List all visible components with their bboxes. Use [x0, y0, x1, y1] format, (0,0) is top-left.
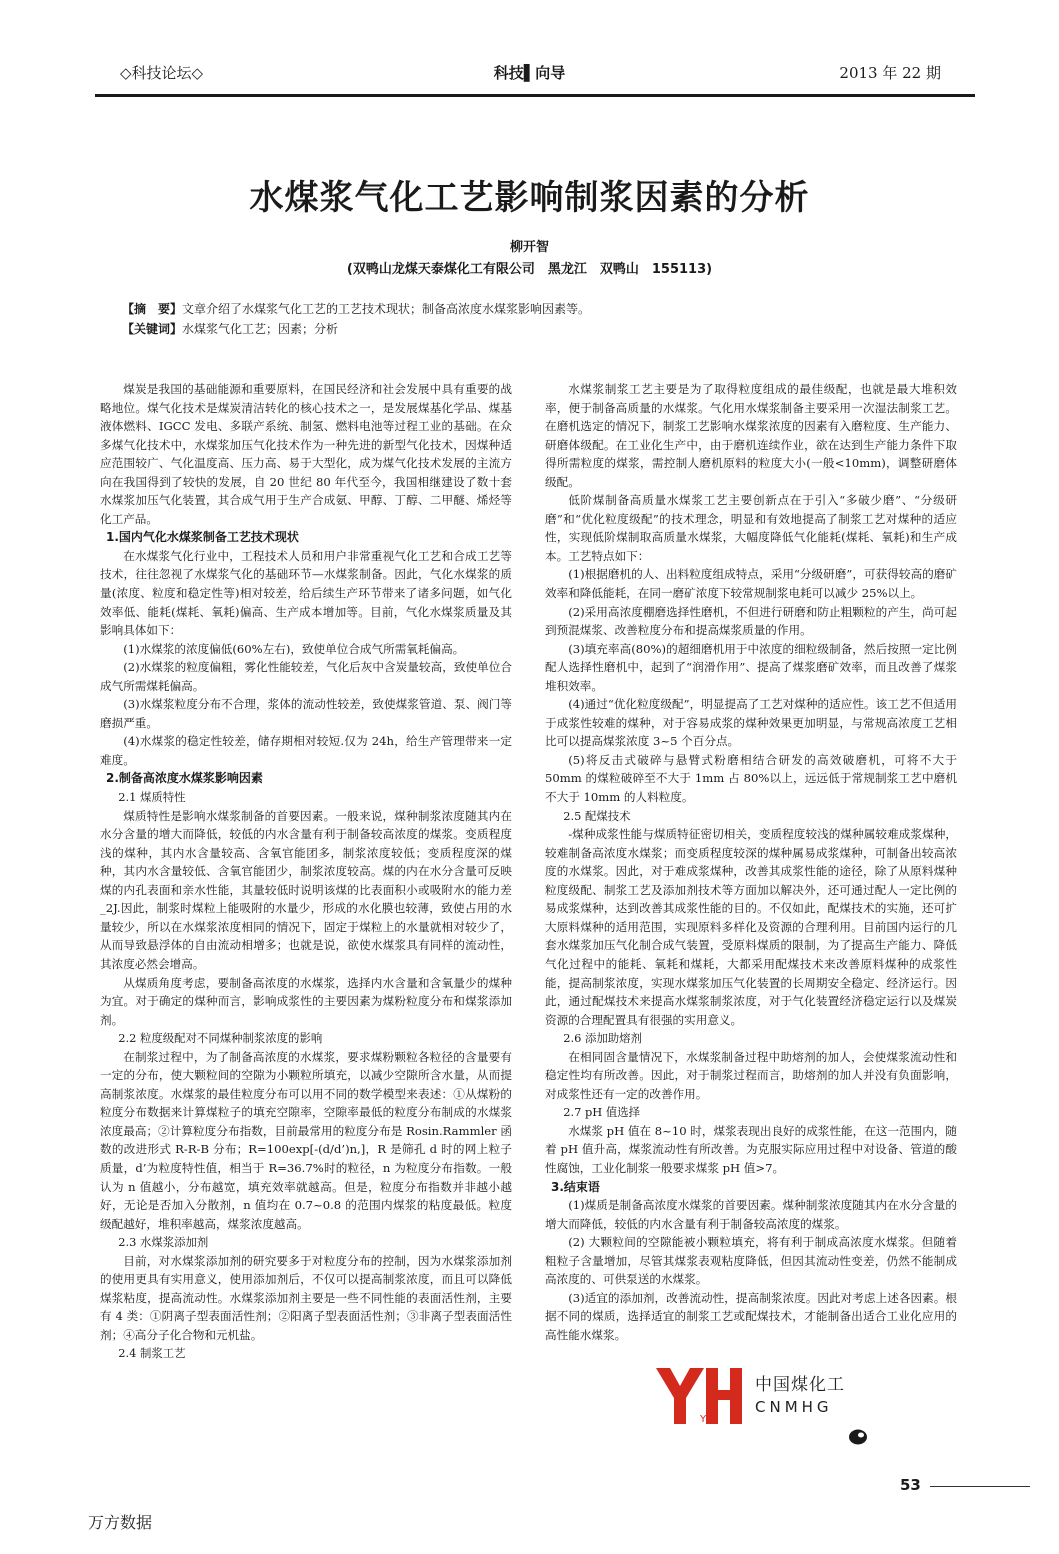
header-section-label: ◇科技论坛◇ [120, 64, 204, 82]
left-column-paragraph: 在制浆过程中，为了制备高浓度的水煤浆，要求煤粉颗粒各粒径的含量要有一定的分布，使大颗粒间的空隙为小颗粒所填充，以减少空隙所含水量，从而提高制浆浓度。水煤浆的最佳粒度分布可以用不同的数学模型来表述：①从煤粉的粒度分布数据来计算煤粒子的填充空隙率，空隙率最低的粒度分布制成的水煤浆浓度最高；②计算粒度分布指数，目前最常用的粒度分布是 Rosin.Rammler 函数的改进形式 R-R-B 分布；R=100exp[-(d/d’)n,]，R 是筛孔 d 时的网上粒子质量，d’为粒度特性值，相当于 R=36.7%时的粒径，n 为粒度分布指数。一般认为 n 值越小，分布越宽，填充效率就越高。但是，粒度分布指数并非越小越好，无论是否加入分散剂，n 值均在 0.7~0.8 的范围内煤浆的粘度最低。粒度级配越好，堆积率越高，煤浆浓度越高。 [100, 1049, 512, 1231]
right-column-paragraph: 水煤浆 pH 值在 8~10 时，煤浆表现出良好的成浆性能，在这一范围内，随着 pH 值升高，煤浆流动性有所改善。为克服实际应用过程中对设备、管道的酸性腐蚀，工业化制浆一般要求煤浆 pH 值>7。 [545, 1123, 957, 1175]
left-column-paragraph: 煤炭是我国的基础能源和重要原料，在国民经济和社会发展中具有重要的战略地位。煤气化技术是煤炭清洁转化的核心技术之一，是发展煤基化学品、煤基液体燃料、IGCC 发电、多联产系统、制氢、燃料电池等过程工业的基础。在众多煤气化技术中，水煤浆加压气化技术作为一种先进的新型气化技术，因煤种适应范围较广、气化温度高、压力高、易于大型化，成为煤气化技术发展的主流方向在我国得到了较快的发展，自 20 世纪 80 年代至今，我国相继建设了数十套水煤浆加压气化装置，其合成气用于生产合成氨、甲醇、丁醇、二甲醚、烯烃等化工产品。 [100, 382, 512, 526]
watermark-en: CNMHG [755, 1398, 833, 1416]
left-column-paragraph: (2)水煤浆的粒度偏粗，雾化性能较差，气化后灰中含炭量较高，致使单位合成气所需煤耗偏高。 [100, 660, 512, 693]
right-column-paragraph: (3)适宜的添加剂，改善流动性，提高制浆浓度。因此对考虑上述各因素。根据不同的煤质，选择适宜的制浆工艺或配煤技术，才能制备出适合工业化应用的高性能水煤浆。 [545, 1290, 957, 1342]
left-column-paragraph: 在水煤浆气化行业中，工程技术人员和用户非常重视气化工艺和合成工艺等技术，往往忽视了水煤浆气化的基础环节—水煤浆制备。因此，气化水煤浆的质量(浓度、粒度和稳定性等)相对较差，给后续生产环节带来了诸多问题，如气化效率低、能耗(煤耗、氧耗)偏高、生产成本增加等。目前，气化水煤浆质量及其影响具体如下： [100, 548, 512, 638]
footer-source: 万方数据 [88, 1513, 153, 1532]
keywords-text: 水煤浆气化工艺；因素；分析 [182, 322, 339, 336]
page-number: 53 [900, 1476, 921, 1494]
right-column-paragraph: (5)将反击式破碎与悬臂式粉磨相结合研发的高效破磨机，可将不大于 50mm 的煤粒破碎至不大于 1mm 占 80%以上，远远低于常规制浆工艺中磨机不大于 10mm 的人料粒度。 [545, 752, 957, 805]
header-issue: 2013 年 22 期 [839, 64, 941, 82]
left-column [100, 380, 512, 1363]
left-column-heading: 2.2 粒度级配对不同煤种制浆浓度的影响 [118, 1031, 323, 1046]
affiliation: (双鸭山龙煤天泰煤化工有限公司 黑龙江 双鸭山 155113) [346, 262, 713, 277]
watermark-mark-icon [652, 1360, 747, 1430]
right-column-paragraph: (4)通过“优化粒度级配”，明显提高了工艺对煤种的适应性。该工艺不但适用于成浆性较难的煤种，对于容易成浆的煤种效果更加明显，与常规高浓度工艺相比可以提高煤浆浓度 3~5 个百分点。 [545, 697, 957, 749]
left-column-heading: 2.1 煤质特性 [118, 790, 186, 805]
keywords-label: 【关键词】 [122, 322, 183, 336]
right-column-heading: 2.6 添加助熔剂 [563, 1031, 642, 1046]
right-column-paragraph: 水煤浆制浆工艺主要是为了取得粒度组成的最佳级配，也就是最大堆积效率，便于制备高质量的水煤浆。气化用水煤浆制备主要采用一次湿法制浆工艺。在磨机选定的情况下，制浆工艺影响水煤浆浓度的因素有入磨粒度、生产能力、研磨体级配。在工业化生产中，由于磨机连续作业，欲在达到生产能力条件下取得所需粒度的煤浆，需控制人磨机原料的粒度大小(一般<10mm)，调整研磨体级配。 [545, 382, 957, 489]
left-column-paragraph: 从煤质角度考虑，要制备高浓度的水煤浆，选择内水含量和含氧量少的煤种为宜。对于确定的煤种而言，影响成浆性的主要因素为煤粉粒度分布和煤浆添加剂。 [100, 975, 512, 1027]
abstract-text: 文章介绍了水煤浆气化工艺的工艺技术现状；制备高浓度水煤浆影响因素等。 [182, 302, 591, 316]
right-column-paragraph: (1)煤质是制备高浓度水煤浆的首要因素。煤种制浆浓度随其内在水分含量的增大而降低，较低的内水含量有利于制备较高浓度的煤浆。 [545, 1198, 957, 1231]
abstract-label: 【摘 要】 [122, 302, 183, 316]
right-column [545, 380, 957, 1344]
right-column-paragraph: -煤种成浆性能与煤质特征密切相关，变质程度较浅的煤种属较难成浆煤种，较难制备高浓度水煤浆；而变质程度较深的煤种属易成浆煤种，可制备出较高浓度的水煤浆。因此，对于难成浆煤种，改善其成浆性能的途径，除了从原料煤种粒度级配、制浆工艺及添加剂技术等方面加以解决外，还可通过配人一定比例的易成浆煤种，达到改善其成浆性能的目的。不仅如此，配煤技术的实施，还可扩大原料煤种的适用范围，实现原料多样化及资源的合理利用。目前国内运行的几套水煤浆加压气化制合成气装置，受原料煤质的限制，为了提高生产能力、降低气化过程中的能耗、氧耗和煤耗，大都采用配煤技术来改善原料煤种的成浆性能，提高制浆浓度，实现水煤浆加压气化装置的长周期安全稳定、经济运行。因此，通过配煤技术来提高水煤浆制浆浓度，对于气化装置经济稳定运行以及煤炭资源的合理配置具有很强的实用意义。 [545, 827, 957, 1027]
left-column-heading: 2.制备高浓度水煤浆影响因素 [106, 771, 263, 786]
watermark-cn: 中国煤化工 [755, 1375, 845, 1395]
left-column-heading: 2.4 制浆工艺 [118, 1346, 186, 1361]
watermark-logo [652, 1360, 877, 1430]
left-column-paragraph: (3)水煤浆粒度分布不合理，浆体的流动性较差，致使煤浆管道、泵、阀门等磨损严重。 [100, 697, 512, 730]
left-column-paragraph: (1)水煤浆的浓度偏低(60%左右)，致使单位合成气所需氧耗偏高。 [123, 641, 465, 656]
left-column-heading: 1.国内气化水煤浆制备工艺技术现状 [106, 530, 299, 545]
right-column-paragraph: (2) 大颗粒间的空隙能被小颗粒填充，将有利于制成高浓度水煤浆。但随着粗粒子含量增加，尽管其煤浆表观粘度降低，但因其流动性变差，仍然不能制成高浓度的、可供泵送的水煤浆。 [545, 1235, 957, 1287]
right-column-paragraph: 低阶煤制备高质量水煤浆工艺主要创新点在于引入“多破少磨”、“分级研磨”和“优化粒度级配”的技术理念，明显和有效地提高了制浆工艺对煤种的适应性，实现低阶煤制取高质量水煤浆，大幅度降低气化能耗(煤耗、氧耗)和生产成本。工艺特点如下： [545, 493, 957, 563]
left-column-heading: 2.3 水煤浆添加剂 [118, 1235, 209, 1250]
page-number-rule [930, 1486, 1030, 1487]
right-column-heading: 2.7 pH 值选择 [563, 1105, 640, 1120]
header-journal-name: 科技▌向导 [493, 64, 566, 82]
left-column-paragraph: 目前，对水煤浆添加剂的研究要多于对粒度分布的控制，因为水煤浆添加剂的使用更具有实用意义，使用添加剂后，不仅可以提高制浆浓度，而且可以降低煤浆粘度，提高流动性。水煤浆添加剂主要是一些不同性能的表面活性剂，主要有 4 类：①阴离子型表面活性剂；②阳离子型表面活性剂；③非离子型表面活性剂；④高分子化合物和元机盐。 [100, 1253, 512, 1342]
watermark-mark-text: YH [700, 1414, 714, 1425]
keywords [122, 320, 942, 337]
right-column-heading: 2.5 配煤技术 [563, 808, 631, 823]
header-rule [95, 94, 975, 97]
abstract [122, 300, 942, 317]
left-column-paragraph: (4)水煤浆的稳定性较差，储存期相对较短.仅为 24h，给生产管理带来一定难度。 [100, 734, 512, 767]
right-column-paragraph: (3)填充率高(80%)的超细磨机用于中浓度的细粒级制备，然后按照一定比例配人选择性磨机中，起到了“润滑作用”、提高了煤浆磨矿效率，而且改善了煤浆堆积效率。 [545, 641, 957, 693]
right-column-paragraph: 在相同固含量情况下，水煤浆制备过程中助熔剂的加人，会使煤浆流动性和稳定性均有所改善。因此，对于制浆过程而言，助熔剂的加人并没有负面影响，对成浆性还有一定的改善作用。 [545, 1049, 957, 1101]
right-column-paragraph: (1)根据磨机的人、出料粒度组成特点，采用“分级研磨”，可获得较高的磨矿效率和降低能耗，在同一磨矿浓度下较常规制浆电耗可以减少 25%以上。 [545, 567, 957, 601]
right-column-paragraph: (2)采用高浓度棚磨选择性磨机，不但进行研磨和防止粗颗粒的产生，尚可起到预混煤浆、改善粒度分布和提高煤浆质量的作用。 [545, 604, 957, 638]
article-title: 水煤浆气化工艺影响制浆因素的分析 [249, 178, 810, 218]
end-mark-icon [848, 1428, 868, 1446]
right-column-heading: 3.结束语 [551, 1179, 600, 1194]
left-column-paragraph: 煤质特性是影响水煤浆制备的首要因素。一般来说，煤种制浆浓度随其内在水分含量的增大而降低，较低的内水含量有利于制备较高浓度的煤浆。变质程度浅的煤种，其内水含量较高、含氧官能团多，制浆浓度较低；变质程度深的煤种，其内水含量较低、含氧官能团少，制浆浓度较高。煤的内在水分含量可反映煤的内孔表面和亲水性能，其量较低时说明该煤的比表面积小或吸附水的能力差 _2J.因此，制浆时煤粒上能吸附的水量少，形成的水化膜也较薄，致使占用的水量较少，所以在水煤浆浓度相同的情况下，固定于煤粒上的水量就相对较少了，从而导致悬浮体的自由流动相增多；也就是说，欲使水煤浆具有同样的流动性，其浓度必然会增高。 [100, 808, 512, 971]
author: 柳开智 [509, 240, 549, 255]
